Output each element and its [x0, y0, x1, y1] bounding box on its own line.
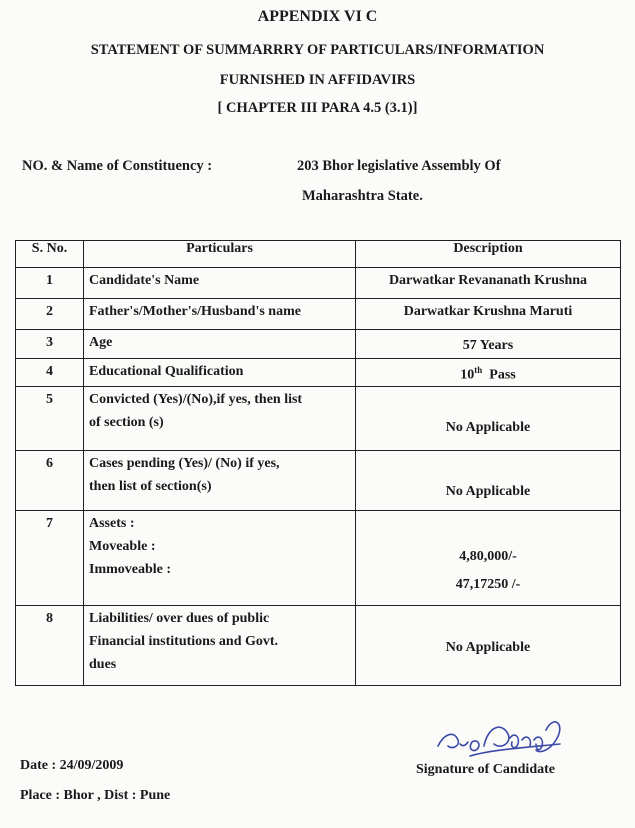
table-row [16, 359, 621, 387]
row-sno: 3 [16, 330, 84, 359]
statement-subtitle: FURNISHED IN AFFIDAVIRS [219, 72, 416, 88]
row-description: No Applicable [356, 606, 621, 686]
table-row [16, 511, 621, 606]
particulars-line1: Convicted (Yes)/(No),if yes, then list [89, 392, 303, 407]
header-sno: S. No. [16, 241, 84, 268]
row-description: Darwatkar Krushna Maruti [356, 299, 621, 330]
row-description: 57 Years [356, 330, 621, 359]
row-particulars: Age [84, 330, 356, 359]
table-row [16, 606, 621, 686]
particulars-line2: of section (s) [89, 415, 164, 430]
table-row [16, 451, 621, 511]
header-particulars: Particulars [84, 241, 356, 268]
particulars-line2: Financial institutions and Govt. [89, 634, 279, 649]
particulars-line1: Liabilities/ over dues of public [89, 611, 270, 626]
row-particulars [84, 451, 356, 511]
row-description: Darwatkar Revananath Krushna [356, 268, 621, 299]
place-line: Place : Bhor , Dist : Pune [20, 788, 171, 803]
assets-moveable-value: 4,80,000/- [459, 549, 517, 564]
constituency-value-line1: 203 Bhor legislative Assembly Of [297, 158, 501, 174]
row-particulars [84, 511, 356, 606]
signature-label: Signature of Candidate [416, 762, 555, 777]
row-sno: 6 [16, 451, 84, 511]
particulars-line3: dues [89, 657, 117, 672]
row-particulars [84, 606, 356, 686]
qualification-tail: Pass [482, 367, 516, 383]
table-row [16, 330, 621, 359]
row-particulars: Candidate's Name [84, 268, 356, 299]
row-particulars: Father's/Mother's/Husband's name [84, 299, 356, 330]
handwritten-signature [430, 716, 580, 761]
row-description [356, 359, 621, 387]
table-header-row [16, 241, 621, 268]
row-particulars [84, 387, 356, 451]
date-line: Date : 24/09/2009 [20, 758, 124, 773]
particulars-line1: Assets : [89, 516, 135, 531]
row-description: No Applicable [356, 387, 621, 451]
constituency-label: NO. & Name of Constituency : [22, 158, 213, 174]
row-sno: 1 [16, 268, 84, 299]
header-description: Description [356, 241, 621, 268]
particulars-line1: Cases pending (Yes)/ (No) if yes, [89, 456, 280, 471]
chapter-reference: [ CHAPTER III PARA 4.5 (3.1)] [217, 100, 418, 116]
row-sno: 7 [16, 511, 84, 606]
particulars-line2: Moveable : [89, 539, 156, 554]
row-particulars: Educational Qualification [84, 359, 356, 387]
row-sno: 2 [16, 299, 84, 330]
row-description: No Applicable [356, 451, 621, 511]
row-sno: 4 [16, 359, 84, 387]
assets-immoveable-value: 47,17250 /- [455, 577, 521, 592]
particulars-line3: Immoveable : [89, 562, 172, 577]
qualification-number: 10 [460, 367, 475, 383]
particulars-table [15, 240, 621, 686]
appendix-title: APPENDIX VI C [257, 8, 378, 25]
row-description [356, 511, 621, 606]
row-sno: 5 [16, 387, 84, 451]
row-sno: 8 [16, 606, 84, 686]
constituency-value-line2: Maharashtra State. [302, 188, 423, 204]
table-row [16, 299, 621, 330]
particulars-line2: then list of section(s) [89, 479, 212, 494]
statement-title: STATEMENT OF SUMMARRRY OF PARTICULARS/INFORMATION [90, 42, 545, 58]
qualification-suffix: th [474, 365, 483, 375]
table-row [16, 268, 621, 299]
table-row [16, 387, 621, 451]
